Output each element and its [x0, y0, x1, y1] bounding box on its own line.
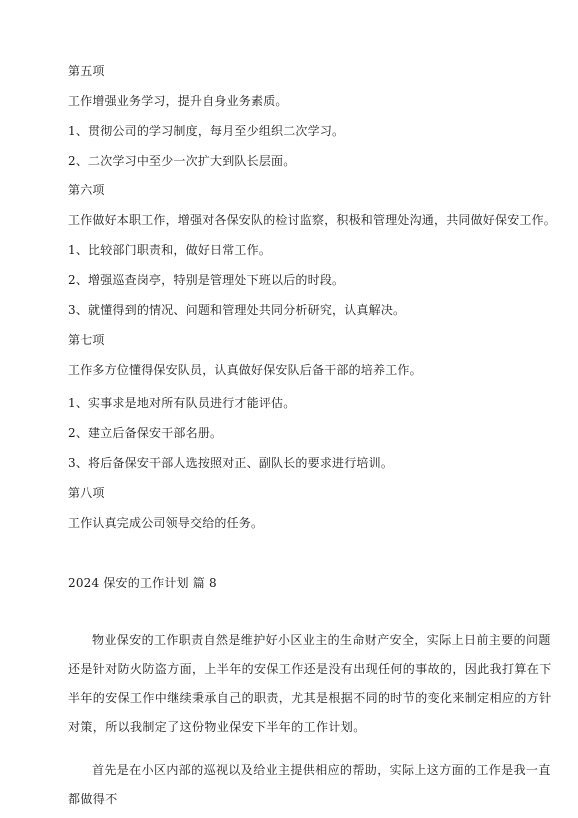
text-line: 工作做好本职工作，增强对各保安队的检讨监察，积极和管理处沟通，共同做好保安工作。 [68, 213, 557, 227]
list-item: 1、贯彻公司的学习制度，每月至少组织二次学习。 [68, 124, 345, 138]
section-heading-5: 第五项 [68, 64, 105, 78]
list-item: 2、增强巡查岗亭，特别是管理处下班以后的时段。 [68, 273, 345, 287]
body-paragraph [68, 626, 558, 742]
section-heading-7: 第七项 [68, 333, 105, 347]
list-item: 1、比较部门职责和，做好日常工作。 [68, 243, 272, 257]
list-item: 2、二次学习中至少一次扩大到队长层面。 [68, 154, 296, 168]
section-heading-6: 第六项 [68, 183, 105, 197]
section-heading-8: 第八项 [68, 486, 105, 500]
body-paragraph [68, 756, 558, 814]
list-item: 3、就懂得到的情况、问题和管理处共同分析研究，认真解决。 [68, 303, 406, 317]
text-line: 工作增强业务学习，提升自身业务素质。 [68, 94, 288, 108]
text-line: 工作多方位懂得保安队员，认真做好保安队后备干部的培养工作。 [68, 363, 422, 377]
list-item: 2、建立后备保安干部名册。 [68, 426, 223, 440]
list-item: 1、实事求是地对所有队员进行才能评估。 [68, 396, 296, 410]
list-item: 3、将后备保安干部人选按照对正、副队长的要求进行培训。 [68, 456, 394, 470]
text-line: 工作认真完成公司领导交给的任务。 [68, 516, 264, 530]
article-heading: 2024 保安的工作计划 篇 8 [68, 576, 217, 590]
paragraph-text: 物业保安的工作职责自然是维护好小区业主的生命财产安全，实际上日前主要的问题还是针对防火防盗方面，上半年的安保工作还是没有出现任何的事故的，因此我打算在下半年的安保工作中继续秉承自己的职责，尤其是根据不同的时节的变化来制定相应的方针对策，所以我制定了这份物业保安下半年的工作计划。 [68, 633, 552, 734]
paragraph-text: 首先是在小区内部的巡视以及给业主提供相应的帮助，实际上这方面的工作是我一直都做得不 [68, 763, 551, 806]
